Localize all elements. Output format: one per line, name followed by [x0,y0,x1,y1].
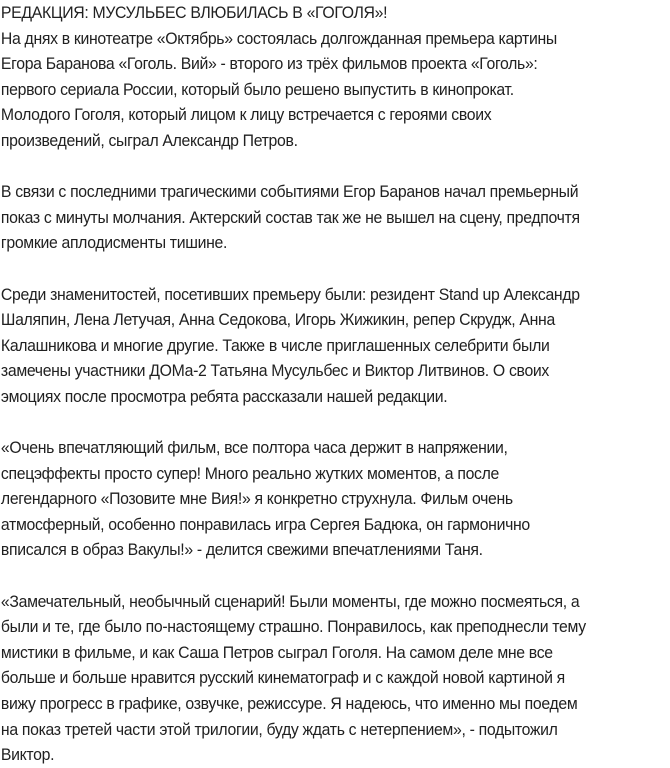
text-line: первого сериала России, который было решено выпустить в кинопрокат. [0,79,514,99]
text-line: Шаляпин, Лена Летучая, Анна Седокова, Игорь Жижикин, репер Скрудж, Анна [0,310,555,330]
text-line: легендарного «Позовите мне Вия!» я конкретно струхнула. Фильм очень [0,489,513,509]
text-line: вписался в образ Вакулы!» - делится свежими впечатлениями Таня. [0,540,483,560]
text-line: вижу прогресс в графике, озвучке, режиссуре. Я надеюсь, что именно мы поедем [0,694,578,714]
paragraph-minute-of-silence [1,179,670,256]
text-line: были и те, где было по-настоящему страшно. Понравилось, как преподнесли тему [0,617,586,637]
text-line: «Замечательный, необычный сценарий! Были моменты, где можно посмеяться, а [0,591,580,611]
paragraph-quote-tanya [1,435,670,563]
paragraph-celebrities [1,282,670,410]
text-line: замечены участники ДОМа-2 Татьяна Мусульбес и Виктор Литвинов. О своих [0,361,550,381]
text-line: эмоциях после просмотра ребята рассказали нашей редакции. [0,386,448,406]
text-line: показ с минуты молчания. Актерский состав так же не вышел на сцену, предпочтя [0,207,580,227]
text-line: В связи с последними трагическими событиями Егор Баранов начал премьерный [0,182,579,202]
text-line: больше и больше нравится русский кинематограф и с каждой новой картиной я [0,668,565,688]
text-line: громкие аплодисменты тишине. [0,233,228,253]
text-line: Виктор. [0,745,55,765]
text-line: на показ третей части этой трилогии, буду ждать с нетерпением», - подытожил [0,719,558,739]
text-line: произведений, сыграл Александр Петров. [0,130,298,150]
text-line: На днях в кинотеатре «Октябрь» состоялась долгожданная премьера картины [0,28,557,48]
text-line: Молодого Гоголя, который лицом к лицу встречается с героями своих [0,105,492,125]
text-line: Среди знаменитостей, посетивших премьеру были: резидент Stand up Александр [0,284,580,304]
text-line: атмосферный, особенно понравилась игра Сергея Бадюка, он гармонично [0,514,530,534]
text-line: спецэффекты просто супер! Много реально жутких моментов, а после [0,463,499,483]
article-title: РЕДАКЦИЯ: МУСУЛЬБЕС ВЛЮБИЛАСЬ В «ГОГОЛЯ»! [0,3,388,22]
paragraph-premiere [1,26,670,154]
paragraph-quote-viktor [1,589,670,768]
text-line: Калашникова и многие другие. Также в числе приглашенных селебрити были [0,335,550,355]
text-line: «Очень впечатляющий фильм, все полтора часа держит в напряжении, [0,438,508,458]
text-line: мистики в фильме, и как Саша Петров сыграл Гоголя. На самом деле мне все [0,642,553,662]
text-line: Егора Баранова «Гоголь. Вий» - второго из трёх фильмов проекта «Гоголь»: [0,54,538,74]
